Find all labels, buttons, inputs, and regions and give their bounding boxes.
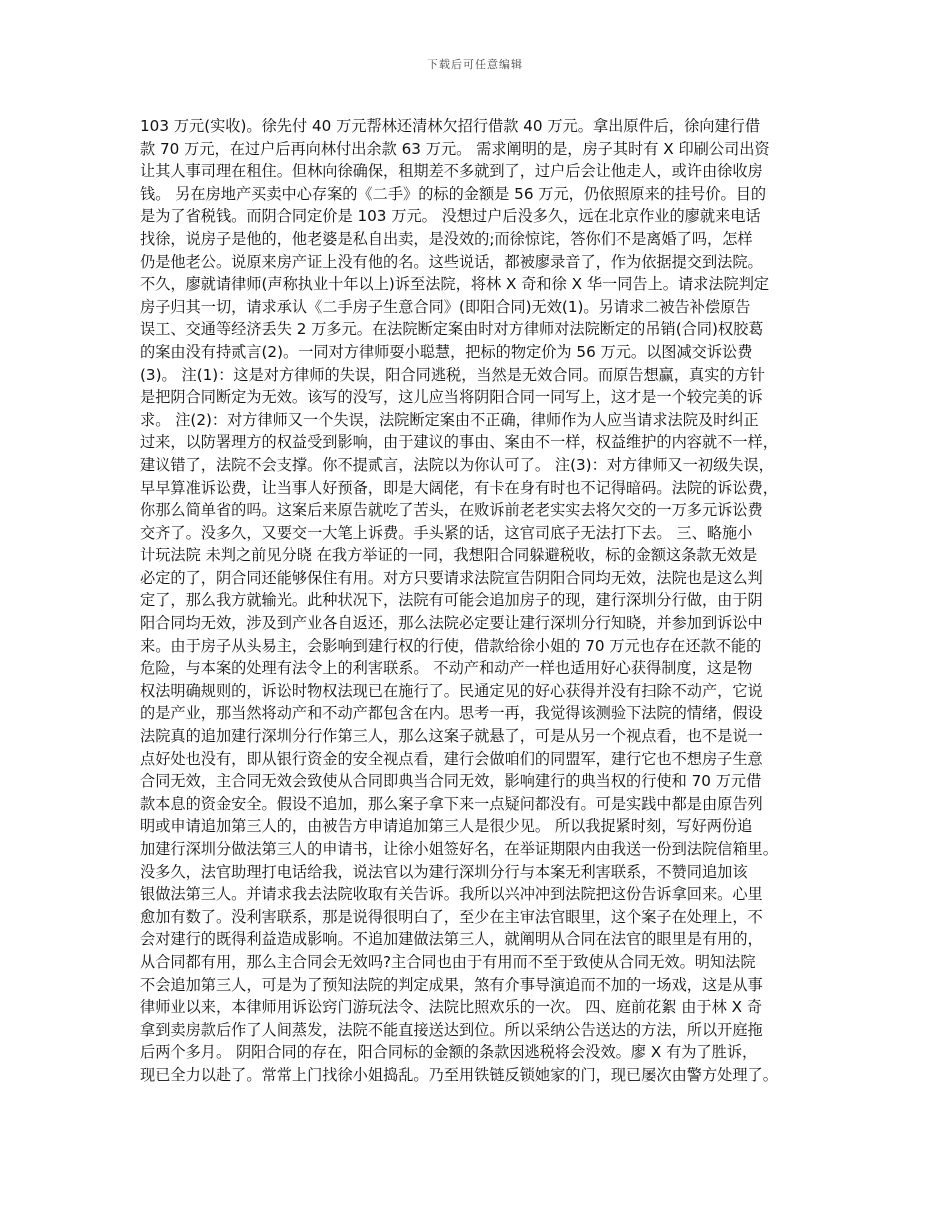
paragraph-line: (3)。 注(1)：这是对方律师的失误，阳合同逃税，当然是无效合同。而原告想赢，真实的方针 [140,365,765,384]
paragraph-line: 的是产业，那当然将动产和不动产都包含在内。思考一再，我觉得该测验下法院的情绪，假设 [140,704,763,723]
paragraph-line: 找徐，说房子是他的，他老婆是私自出卖，是没效的;而徐惊诧，答你们不是离婚了吗，怎样 [140,229,753,248]
paragraph-line: 银做法第三人。并请求我去法院收取有关告诉。我所以兴冲冲到法院把这份告诉拿回来。心里 [140,885,763,904]
paragraph-line: 钱。 另在房地产买卖中心存案的《二手》的标的金额是 56 万元，仍依照原来的挂号价。目的 [140,184,767,203]
paragraph-line: 让其人事司理在租住。但林向徐确保，租期差不多就到了，过户后会让他走人，或许由徐收房 [140,162,763,181]
paragraph-line: 早早算准诉讼费，让当事人好预备，即是大阔佬，有卡在身有时也不记得暗码。法院的诉讼费， [140,478,778,497]
page-header-note: 下载后可任意编辑 [427,58,523,71]
paragraph-line: 权法明确规则的，诉讼时物权法现已在施行了。民通定见的好心获得并没有扫除不动产，它说 [140,681,763,700]
paragraph-line: 法院真的追加建行深圳分行作第三人，那么这案子就悬了，可是从另一个视点看，也不是说一 [140,727,763,746]
paragraph-line: 阳合同均无效，涉及到产业各自返还，那么法院必定要让建行深圳分行知晓，并参加到诉讼中 [140,614,763,633]
paragraph-line: 点好处也没有，即从银行资金的安全视点看，建行会做咱们的同盟军，建行它也不想房子生意 [140,749,763,768]
paragraph-line: 交齐了。没多久，又要交一大笔上诉费。手头紧的话，这官司底子无法打下去。 三、略施小 [140,523,753,542]
paragraph-line: 103 万元(实收)。徐先付 40 万元帮林还清林欠招行借款 40 万元。拿出原件后，徐向建行借 [140,117,761,135]
paragraph-line: 律师业以来，本律师用诉讼窍门游玩法令、法院比照欢乐的一次。 四、庭前花絮 由于林 X 奇 [140,998,763,1017]
paragraph-line: 来。由于房子从头易主，会影响到建行权的行使，借款给徐小姐的 70 万元也存在还款不能的 [140,636,762,655]
paragraph-line: 房子归其一切，请求承认《二手房子生意合同》(即阳合同)无效(1)。另请求二被告补偿原告 [140,297,751,316]
paragraph-line: 必定的了，阴合同还能够保住有用。对方只要请求法院宣告阴阳合同均无效，法院也是这么判 [140,568,763,587]
paragraph-line: 危险，与本案的处理有法令上的利害联系。 不动产和动产一样也适用好心获得制度，这是物 [140,659,753,678]
paragraph-line: 不会追加第三人，可是为了预知法院的判定成果，煞有介事导演追而不加的一场戏，这是从事 [140,975,763,994]
paragraph-line: 愈加有数了。没利害联系，那是说得很明白了，至少在主审法官眼里，这个案子在处理上，不 [140,907,763,926]
paragraph-line: 明或申请追加第三人的，由被告方申请追加第三人是很少见。 所以我捉紧时刻，写好两份追 [140,817,753,836]
paragraph-line: 加建行深圳分做法第三人的申请书，让徐小姐签好名，在举证期限内由我送一份到法院信箱里。 [140,840,778,858]
paragraph-line: 仍是他老公。说原来房产证上没有他的名。这些说话，都被廖录音了，作为依据提交到法院。 [140,252,763,271]
paragraph-line: 你那么简单省的吗。这案后来原告就吃了苦头，在败诉前老老实实去将欠交的一万多元诉讼费 [140,501,763,520]
paragraph-line: 拿到卖房款后作了人间蒸发，法院不能直接送达到位。所以采纳公告送达的方法，所以开庭拖 [140,1020,763,1039]
paragraph-line: 会对建行的既得利益造成影响。不追加建做法第三人，就阐明从合同在法官的眼里是有用的， [140,930,763,949]
paragraph-line: 不久，廖就请律师(声称执业十年以上)诉至法院，将林 X 奇和徐 X 华一同告上。请求法院判定 [140,275,770,294]
paragraph-line: 没多久，法官助理打电话给我，说法官以为建行深圳分行与本案无利害联系，不赞同追加该 [140,862,748,881]
paragraph-line: 款 70 万元，在过户后再向林付出余款 63 万元。 需求阐明的是，房子其时有 X 印刷公司出资 [140,139,770,158]
paragraph-line: 是把阴合同断定为无效。该写的没写，这儿应当将阴阳合同一同写上，这才是一个较完美的诉 [140,388,763,407]
paragraph-line: 的案由没有持贰言(2)。一同对方律师耍小聪慧，把标的物定价为 56 万元。以图减交诉讼费 [140,342,753,361]
paragraph-line: 建议错了，法院不会支撑。你不提贰言，法院以为你认可了。 注(3)：对方律师又一初级失误， [140,455,774,474]
paragraph-line: 误工、交通等经济丢失 2 万多元。在法院断定案由时对方律师对法院断定的吊销(合同)权胶葛 [140,320,764,339]
paragraph-line: 后两个多月。 阴阳合同的存在，阳合同标的金额的条款因逃税将会没效。廖 X 有为了胜诉， [140,1043,758,1062]
paragraph-line: 现已全力以赴了。常常上门找徐小姐捣乱。乃至用铁链反锁她家的门，现已屡次由警方处理了。 [140,1065,778,1084]
paragraph-line: 是为了省税钱。而阴合同定价是 103 万元。 没想过户后没多久，远在北京作业的廖就来电话 [140,207,761,226]
paragraph-line: 定了，那么我方就输光。此种状况下，法院有可能会追加房子的现，建行深圳分行做，由于阴 [140,591,763,610]
paragraph-line: 计玩法院 未判之前见分晓 在我方举证的一同，我想阳合同躲避税收，标的金额这条款无效是 [140,546,758,565]
paragraph-line: 过来，以防署理方的权益受到影响，由于建议的事由、案由不一样，权益维护的内容就不一样， [140,433,778,452]
paragraph-line: 从合同都有用，那么主合同会无效吗?主合同也由于有用而不至于致使从合同无效。明知法院 [140,952,756,971]
paragraph-line: 求。 注(2)：对方律师又一个失误，法院断定案由不正确，律师作为人应当请求法院及时纠正 [140,410,759,429]
paragraph-line: 合同无效，主合同无效会致使从合同即典当合同无效，影响建行的典当权的行使和 70 万元借 [140,772,762,791]
document-body [140,115,820,1087]
paragraph-line: 款本息的资金安全。假设不追加，那么案子拿下来一点疑问都没有。可是实践中都是由原告列 [140,794,763,813]
